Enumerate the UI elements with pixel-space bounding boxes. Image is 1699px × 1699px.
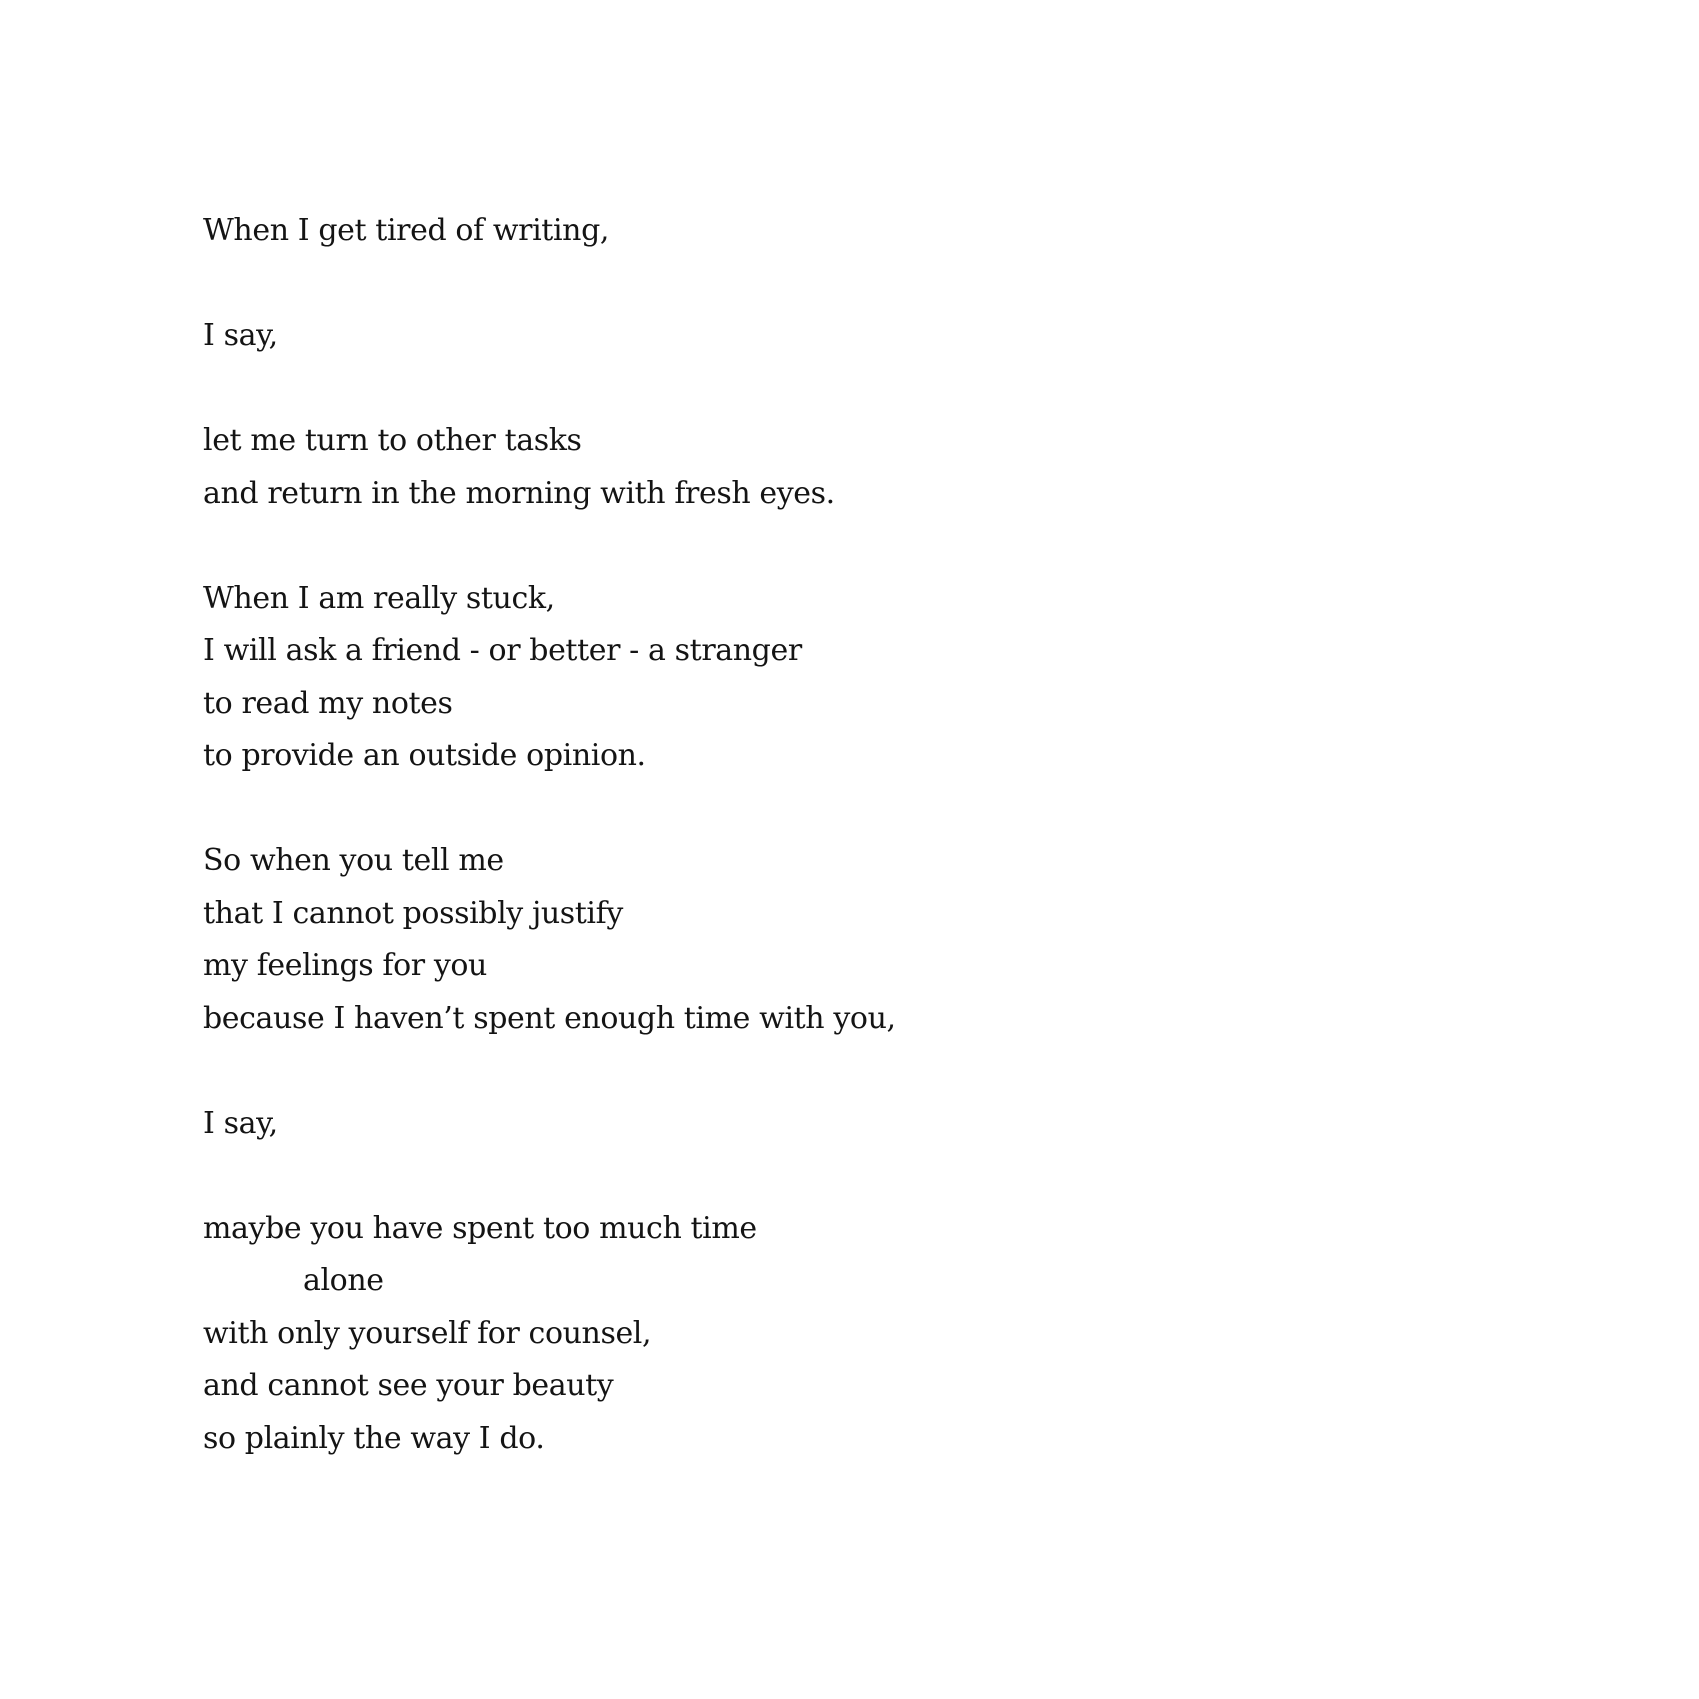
poem-line: because I haven’t spent enough time with you,: [203, 1000, 896, 1036]
poem-line: let me turn to other tasks: [203, 423, 582, 458]
poem-line-blank: [203, 363, 896, 416]
poem-line: that I cannot possibly justify: [203, 895, 623, 931]
poem-line-blank: [203, 783, 896, 836]
poem-line: When I am really stuck,: [203, 580, 555, 616]
poem-line: with only yourself for counsel,: [203, 1315, 652, 1351]
poem-line-blank: [203, 1150, 896, 1203]
poem-line: I say,: [203, 1105, 278, 1141]
poem-line: and return in the morning with fresh eyes.: [203, 475, 835, 511]
poem-line: to provide an outside opinion.: [203, 738, 646, 773]
poem-line-blank: [203, 1045, 896, 1098]
poem-line: and cannot see your beauty: [203, 1368, 614, 1403]
poem-line: so plainly the way I do.: [203, 1420, 545, 1456]
poem-line: So when you tell me: [203, 843, 504, 878]
poem-line-blank: [203, 258, 896, 311]
poem-line: to read my notes: [203, 685, 453, 721]
poem-line: my feelings for you: [203, 948, 487, 983]
poem-line: maybe you have spent too much time: [203, 1210, 757, 1246]
poem-line: I say,: [203, 318, 278, 353]
poem-line: I will ask a friend - or better - a stranger: [203, 633, 802, 668]
poem-text: [203, 205, 896, 1465]
poem-line-blank: [203, 520, 896, 573]
poem-line-indented: alone: [303, 1263, 384, 1298]
poem-line: When I get tired of writing,: [203, 213, 610, 248]
